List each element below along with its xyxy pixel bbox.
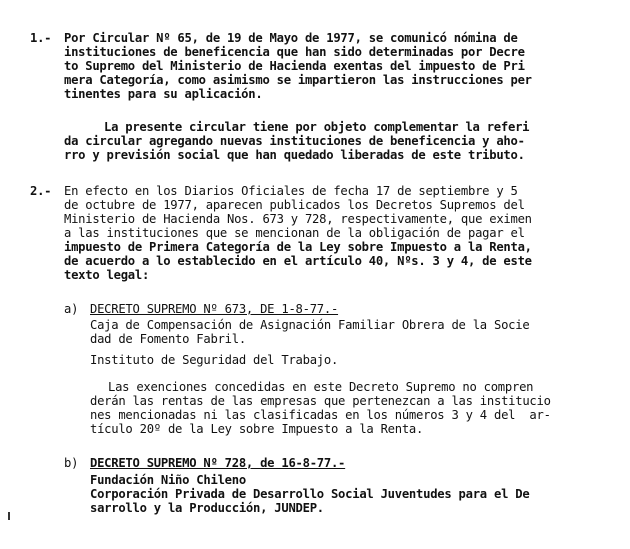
section-1-line-2: instituciones de beneficencia que han sido determinadas por Decre — [64, 45, 525, 59]
section-1-line-3: to Supremo del Ministerio de Hacienda exentas del impuesto de Pri — [64, 59, 525, 73]
item-a-heading: DECRETO SUPREMO Nº 673, DE 1-8-77.- — [90, 302, 339, 316]
item-a-paragraph-line-2: derán las rentas de las empresas que pertenezcan a las institucio — [90, 394, 551, 408]
item-b-institution-2-line-2: sarrollo y la Producción, JUNDEP. — [90, 501, 324, 515]
section-1-para2-line-3: rro y previsión social que han quedado liberadas de este tributo. — [64, 148, 525, 162]
item-b-institution-2-line-1: Corporación Privada de Desarrollo Social Juventudes para el De — [90, 487, 530, 501]
section-1-line-1: Por Circular Nº 65, de 19 de Mayo de 1977, se comunicó nómina de — [64, 31, 518, 45]
section-2-line-1: En efecto en los Diarios Oficiales de fecha 17 de septiembre y 5 — [64, 184, 518, 198]
margin-mark — [8, 512, 10, 520]
section-1-line-5: tinentes para su aplicación. — [64, 87, 263, 101]
item-b-letter: b) — [64, 456, 79, 470]
item-a-institution-2: Instituto de Seguridad del Trabajo. — [90, 353, 339, 367]
item-a-paragraph-line-4: tículo 20º de la Ley sobre Impuesto a la Renta. — [90, 422, 424, 436]
section-2-line-6: de acuerdo a lo establecido en el artículo 40, Nºs. 3 y 4, de este — [64, 254, 532, 268]
section-2-line-7: texto legal: — [64, 268, 150, 282]
section-2-line-4: a las instituciones que se mencionan de la obligación de pagar el — [64, 226, 525, 240]
item-a-paragraph-line-3: nes mencionadas ni las clasificadas en los números 3 y 4 del ar- — [90, 408, 551, 422]
section-2-number: 2.- — [30, 184, 52, 198]
item-a-institution-1-line-1: Caja de Compensación de Asignación Familiar Obrera de la Socie — [90, 318, 530, 332]
item-a-institution-1-line-2: dad de Fomento Fabril. — [90, 332, 246, 346]
section-1-number: 1.- — [30, 31, 52, 45]
item-b-heading: DECRETO SUPREMO Nº 728, de 16-8-77.- — [90, 456, 346, 470]
section-2-line-2: de octubre de 1977, aparecen publicados los Decretos Supremos del — [64, 198, 525, 212]
section-2-line-5: impuesto de Primera Categoría de la Ley sobre Impuesto a la Renta, — [64, 240, 532, 254]
section-1-para2-line-1: La presente circular tiene por objeto complementar la referi — [104, 120, 530, 134]
section-1-para2-line-2: da circular agregando nuevas instituciones de beneficencia y aho- — [64, 134, 525, 148]
section-2-line-3: Ministerio de Hacienda Nos. 673 y 728, respectivamente, que eximen — [64, 212, 532, 226]
item-a-paragraph-line-1: Las exenciones concedidas en este Decreto Supremo no compren — [108, 380, 534, 394]
section-1-line-4: mera Categoría, como asimismo se impartieron las instrucciones per — [64, 73, 532, 87]
item-a-letter: a) — [64, 302, 79, 316]
item-b-institution-1: Fundación Niño Chileno — [90, 473, 246, 487]
